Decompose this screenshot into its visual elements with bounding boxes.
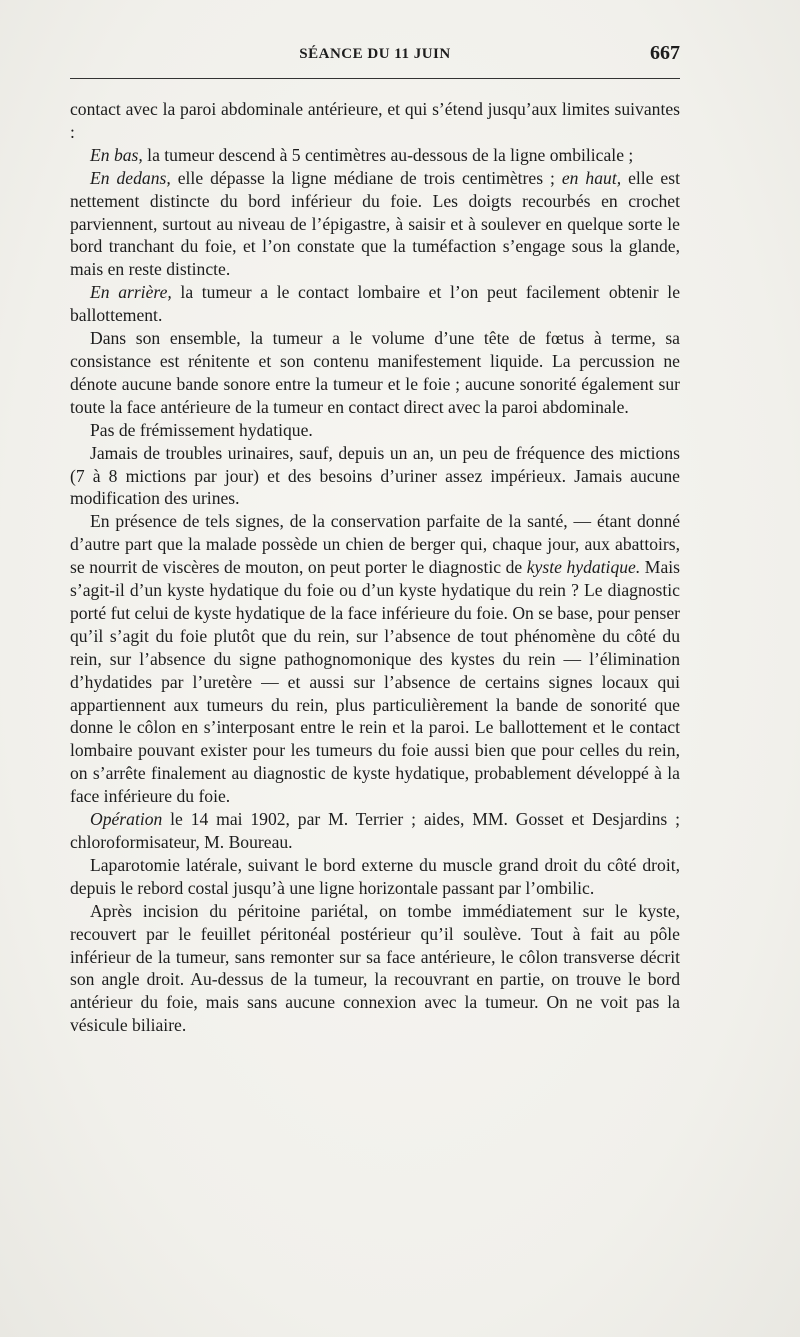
paragraph-text: Laparotomie latérale, suivant le bord externe du muscle grand droit du côté droit, depuis le rebord costal jusqu’à une ligne horizontale passant par l’ombilic. (70, 854, 680, 898)
paragraph-emphasis: kyste hydatique. (526, 557, 641, 578)
paragraph (70, 144, 680, 167)
paragraph-lead: Opération (90, 809, 163, 830)
paragraph (70, 98, 680, 144)
paragraph-text-continued: elle est nettement distincte du bord inférieur du foie. Les doigts recourbés en crochet parviennent, surtout au niveau de l’épigastre, à saisir et à soulever en quelque sorte le bord tranchant du foie, et l’on constate que la tuméfaction s’engage sous la glande, mais en reste distincte. (70, 167, 680, 280)
running-title: SÉANCE DU 11 JUIN (299, 46, 451, 62)
paragraph (70, 327, 680, 419)
paragraph-text: la tumeur a le contact lombaire et l’on peut facilement obtenir le ballottement. (70, 282, 681, 326)
paragraph-text: contact avec la paroi abdominale antérieure, et qui s’étend jusqu’aux limites suivantes : (70, 99, 680, 142)
paragraph-lead: En arrière, (90, 282, 172, 303)
paragraph-text-continued: Mais s’agit-il d’un kyste hydatique du foie ou d’un kyste hydatique du rein ? Le diagnostic porté fut celui de kyste hydatique de la face inférieure du foie. On se base, pour penser qu’il s’agit du foie plutôt que du rein, sur l’absence de tout phénomène du côté du rein, sur l’absence du signe pathognomonique des kystes du rein — l’élimination d’hydatides par l’uretère — et aussi sur l’absence de certains signes locaux qui appartiennent aux tumeurs du rein, plus particulièrement la bande de sonorité que donne le côlon en s’interposant entre le rein et la paroi. Le ballottement et le contact lombaire pouvant exister pour les tumeurs du foie aussi bien que pour celles du rein, on s’arrête finalement au diagnostic de kyste hydatique, probablement développé à la face inférieure du foie. (70, 557, 680, 807)
paragraph (70, 510, 680, 808)
paragraph-text: la tumeur descend à 5 centimètres au-dessous de la ligne ombilicale ; (142, 144, 634, 165)
paragraph (70, 167, 680, 282)
paragraph-text: En présence de tels signes, de la conservation parfaite de la santé, — étant donné d’autre part que la malade possède un chien de berger qui, chaque jour, aux abattoirs, se nourrit de viscères de mouton, on peut porter le diagnostic de (70, 511, 680, 578)
paragraph-text: le 14 mai 1902, par M. Terrier ; aides, MM. Gosset et Desjardins ; chloroformisateur, M. Boureau. (70, 809, 680, 852)
paragraph-text: Après incision du péritoine pariétal, on tombe immédiatement sur le kyste, recouvert par le feuillet péritonéal postérieur qu’il soulève. Tout à fait au pôle inférieur de la tumeur, sans remonter sur sa face antérieure, le côlon transverse décrit son angle droit. Au-dessus de la tumeur, la recouvrant en partie, on trouve le bord antérieur du foie, mais sans aucune connexion avec la tumeur. On ne voit pas la vésicule biliaire. (70, 900, 680, 1036)
running-header (70, 40, 680, 70)
header-rule (70, 78, 680, 79)
paragraph-text: Pas de frémissement hydatique. (90, 419, 313, 440)
paragraph (70, 419, 680, 442)
paragraph (70, 281, 680, 327)
paragraph (70, 442, 680, 511)
paragraph-text: elle dépasse la ligne médiane de trois centimètres ; (170, 167, 562, 188)
paragraph-text: Jamais de troubles urinaires, sauf, depuis un an, un peu de fréquence des mictions (7 à 8 mictions par jour) et des besoins d’uriner assez impérieux. Jamais aucune modification des urines. (70, 442, 680, 509)
paragraph (70, 808, 680, 854)
paragraph-text: Dans son ensemble, la tumeur a le volume d’une tête de fœtus à terme, sa consistance est rénitente et son contenu manifestement liquide. La percussion ne dénote aucune bande sonore entre la tumeur et le foie ; aucune sonorité également sur toute la face antérieure de la tumeur en contact direct avec la paroi abdominale. (70, 328, 680, 417)
paragraph (70, 854, 680, 900)
paragraph (70, 900, 680, 1037)
page-number: 667 (650, 42, 680, 64)
paragraph-lead: En bas, (90, 144, 143, 165)
body-text (70, 98, 680, 1037)
paragraph-lead: En dedans, (90, 167, 171, 188)
paragraph-lead-inline: en haut, (561, 167, 622, 188)
